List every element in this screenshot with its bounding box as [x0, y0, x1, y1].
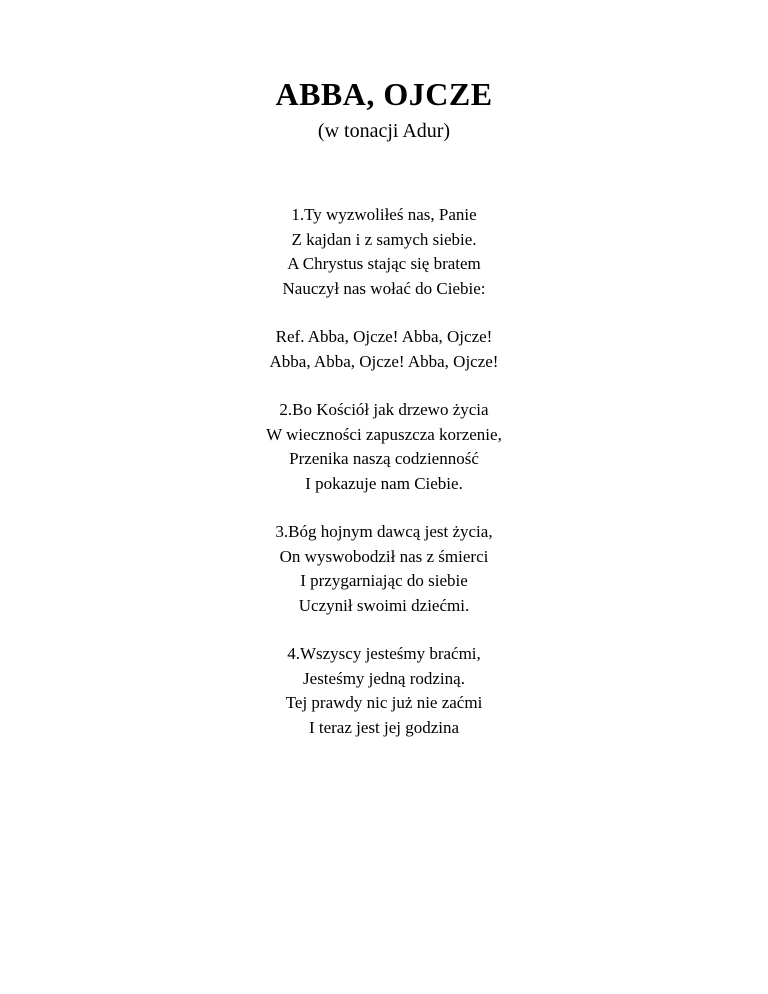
stanza-1 — [0, 203, 768, 301]
stanza-2 — [0, 398, 768, 496]
lyric-line: Z kajdan i z samych siebie. — [291, 229, 477, 249]
lyric-line: 1.Ty wyzwoliłeś nas, Panie — [291, 205, 477, 224]
lyric-line: Tej prawdy nic już nie zaćmi — [285, 693, 483, 712]
lyric-line: Nauczył nas wołać do Ciebie: — [282, 278, 486, 298]
lyric-line: Ref. Abba, Ojcze! Abba, Ojcze! — [275, 327, 493, 346]
stanza-3 — [0, 520, 768, 618]
lyric-line: On wyswobodził nas z śmierci — [279, 546, 489, 566]
refrain — [0, 325, 768, 374]
lyric-line: I teraz jest jej godzina — [308, 717, 460, 737]
lyric-line: I pokazuje nam Ciebie. — [305, 473, 463, 493]
lyric-line: 3.Bóg hojnym dawcą jest życia, — [275, 522, 493, 541]
lyric-line: Abba, Abba, Ojcze! Abba, Ojcze! — [269, 351, 499, 371]
lyric-line: I przygarniając do siebie — [300, 571, 468, 590]
lyric-line: A Chrystus stając się bratem — [287, 254, 481, 273]
lyric-line: W wieczności zapuszcza korzenie, — [266, 424, 502, 444]
lyric-line: 2.Bo Kościół jak drzewo życia — [279, 400, 489, 419]
lyric-line: 4.Wszyscy jesteśmy braćmi, — [287, 644, 481, 663]
lyric-line: Jesteśmy jedną rodziną. — [303, 668, 465, 688]
song-title: ABBA, OJCZE — [275, 76, 493, 112]
song-lyrics — [0, 203, 768, 764]
lyric-line: Przenika naszą codzienność — [289, 449, 479, 468]
stanza-4 — [0, 642, 768, 740]
lyric-line: Uczynił swoimi dziećmi. — [298, 595, 470, 615]
song-subtitle: (w tonacji Adur) — [317, 120, 451, 142]
